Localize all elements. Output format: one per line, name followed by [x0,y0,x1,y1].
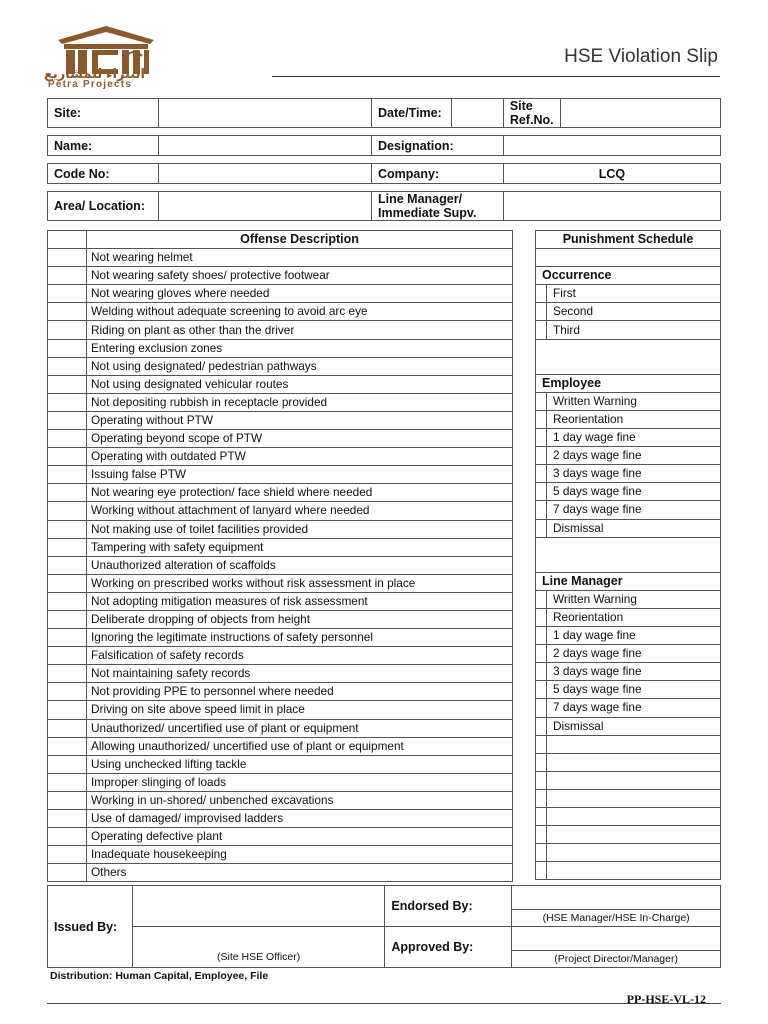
offense-checkbox[interactable] [48,267,87,285]
line-manager-row [536,681,721,699]
offense-item: Not maintaining safety records [87,665,513,683]
employee-row [536,501,721,519]
punishment-spacer [536,555,721,573]
employee-option: Written Warning [547,392,721,410]
blank-checkbox[interactable] [536,808,547,826]
offense-item: Not providing PPE to personnel where needed [87,683,513,701]
site-ref-field[interactable] [560,99,720,128]
endorsed-by-label: Endorsed By: [385,886,512,927]
offense-row [48,828,513,846]
employee-option: Dismissal [547,519,721,537]
offense-row [48,303,513,321]
employee-row [536,429,721,447]
offense-checkbox[interactable] [48,466,87,484]
blank-row [536,826,721,844]
offense-item: Using unchecked lifting tackle [87,755,513,773]
punishment-spacer [536,249,721,267]
offense-row [48,810,513,828]
blank-row [536,862,721,880]
document-title: HSE Violation Slip [564,46,718,67]
employee-option: 3 days wage fine [547,465,721,483]
line-manager-checkbox[interactable] [536,645,547,663]
approved-by-label: Approved By: [385,927,512,968]
offense-item: Falsification of safety records [87,647,513,665]
line-manager-row [536,699,721,717]
offense-item: Not wearing gloves where needed [87,285,513,303]
footer-divider [47,1003,721,1004]
line-manager-option: 7 days wage fine [547,699,721,717]
offense-header: Offense Description [87,231,513,249]
offense-checkbox[interactable] [48,592,87,610]
site-ref-label: Site Ref.No. [503,99,560,128]
offense-item: Operating without PTW [87,411,513,429]
occurrence-section-title: Occurrence [536,267,721,285]
employee-checkbox[interactable] [536,483,547,501]
offense-row [48,484,513,502]
offense-item: Ignoring the legitimate instructions of safety personnel [87,629,513,647]
offense-item: Operating beyond scope of PTW [87,430,513,448]
offense-checkbox[interactable] [48,249,87,267]
offense-checkbox[interactable] [48,430,87,448]
offense-checkbox[interactable] [48,484,87,502]
employee-checkbox[interactable] [536,465,547,483]
offense-row [48,375,513,393]
occurrence-option: Second [547,303,721,321]
blank-checkbox[interactable] [536,789,547,807]
offense-row [48,430,513,448]
offense-item: Welding without adequate screening to avoid arc eye [87,303,513,321]
company-field[interactable]: LCQ [503,164,720,184]
offense-row [48,791,513,809]
offense-checkbox[interactable] [48,285,87,303]
blank-row [536,808,721,826]
datetime-label: Date/Time: [372,99,452,128]
issued-by-caption: (Site HSE Officer) [132,927,384,968]
employee-checkbox[interactable] [536,410,547,428]
offense-checkbox[interactable] [48,647,87,665]
occurrence-checkbox[interactable] [536,321,547,339]
blank-checkbox[interactable] [536,844,547,862]
occurrence-checkbox[interactable] [536,285,547,303]
blank-checkbox[interactable] [536,862,547,880]
offense-checkbox[interactable] [48,701,87,719]
punishment-spacer [536,357,721,375]
offense-checkbox[interactable] [48,864,87,882]
site-field[interactable] [158,99,371,128]
offense-checkbox[interactable] [48,448,87,466]
offense-row [48,448,513,466]
occurrence-row [536,321,721,339]
offense-item: Not wearing eye protection/ face shield where needed [87,484,513,502]
offense-checkbox[interactable] [48,321,87,339]
offense-row [48,846,513,864]
name-field[interactable] [158,136,371,156]
offense-item: Not using designated/ pedestrian pathways [87,357,513,375]
employee-row [536,447,721,465]
employee-row [536,483,721,501]
employee-section-title: Employee [536,374,721,392]
company-label: Company: [372,164,504,184]
blank-cell[interactable] [547,735,721,753]
offense-header-spacer [48,231,87,249]
offense-row [48,502,513,520]
blank-cell[interactable] [547,753,721,771]
blank-row [536,753,721,771]
offense-item: Working on prescribed works without risk assessment in place [87,574,513,592]
blank-row [536,789,721,807]
offense-checkbox[interactable] [48,719,87,737]
line-manager-checkbox[interactable] [536,699,547,717]
offense-row [48,520,513,538]
offense-row [48,665,513,683]
offense-checkbox[interactable] [48,303,87,321]
offense-checkbox[interactable] [48,755,87,773]
line-manager-row [536,627,721,645]
offense-item: Not wearing safety shoes/ protective footwear [87,267,513,285]
line-manager-checkbox[interactable] [536,590,547,608]
offense-row [48,773,513,791]
line-manager-row [536,663,721,681]
offense-item: Allowing unauthorized/ uncertified use of plant or equipment [87,737,513,755]
code-label: Code No: [48,164,159,184]
occurrence-option: First [547,285,721,303]
line-manager-label: Line Manager/ Immediate Supv. [372,192,504,221]
line-manager-row [536,717,721,735]
employee-option: 5 days wage fine [547,483,721,501]
offense-checkbox[interactable] [48,538,87,556]
line-manager-option: 3 days wage fine [547,663,721,681]
employee-row [536,519,721,537]
offense-checkbox[interactable] [48,773,87,791]
offense-item: Tampering with safety equipment [87,538,513,556]
line-manager-option: 1 day wage fine [547,627,721,645]
punishment-header: Punishment Schedule [536,231,721,249]
offense-table [47,230,513,882]
offense-item: Riding on plant as other than the driver [87,321,513,339]
offense-checkbox[interactable] [48,574,87,592]
offense-item: Deliberate dropping of objects from height [87,610,513,628]
blank-checkbox[interactable] [536,771,547,789]
line-manager-row [536,608,721,626]
line-manager-option: 2 days wage fine [547,645,721,663]
offense-checkbox[interactable] [48,375,87,393]
offense-row [48,538,513,556]
offense-checkbox[interactable] [48,339,87,357]
offense-row [48,574,513,592]
offense-checkbox[interactable] [48,828,87,846]
datetime-field[interactable] [452,99,504,128]
offense-item: Not depositing rubbish in receptacle provided [87,393,513,411]
occurrence-row [536,285,721,303]
blank-cell[interactable] [547,771,721,789]
offense-item: Not making use of toilet facilities provided [87,520,513,538]
occurrence-checkbox[interactable] [536,303,547,321]
blank-checkbox[interactable] [536,735,547,753]
offense-row [48,737,513,755]
line-manager-row [536,645,721,663]
offense-row [48,285,513,303]
endorsed-by-caption: (HSE Manager/HSE In-Charge) [512,910,721,927]
offense-item: Improper slinging of loads [87,773,513,791]
offense-row [48,339,513,357]
offense-row [48,864,513,882]
punishment-table [535,230,721,880]
offense-item: Entering exclusion zones [87,339,513,357]
employee-option: 2 days wage fine [547,447,721,465]
offense-checkbox[interactable] [48,846,87,864]
offense-item: Not wearing helmet [87,249,513,267]
offense-row [48,411,513,429]
offense-item: Operating defective plant [87,828,513,846]
offense-checkbox[interactable] [48,810,87,828]
employee-row [536,392,721,410]
blank-cell[interactable] [547,808,721,826]
issued-by-label: Issued By: [48,886,133,968]
offense-row [48,393,513,411]
blank-checkbox[interactable] [536,826,547,844]
offense-row [48,629,513,647]
blank-checkbox[interactable] [536,753,547,771]
employee-option: Reorientation [547,410,721,428]
line-manager-option: 5 days wage fine [547,681,721,699]
offense-checkbox[interactable] [48,502,87,520]
offense-row [48,249,513,267]
offense-row [48,719,513,737]
employee-row [536,410,721,428]
line-manager-checkbox[interactable] [536,717,547,735]
line-manager-option: Reorientation [547,608,721,626]
offense-item: Working without attachment of lanyard where needed [87,502,513,520]
blank-row [536,771,721,789]
offense-row [48,466,513,484]
offense-checkbox[interactable] [48,357,87,375]
distribution-note: Distribution: Human Capital, Employee, File [50,970,269,982]
occurrence-row [536,303,721,321]
signature-table [47,885,721,968]
employee-checkbox[interactable] [536,447,547,465]
employee-checkbox[interactable] [536,392,547,410]
employee-option: 1 day wage fine [547,429,721,447]
site-label: Site: [48,99,159,128]
title-divider [272,76,720,77]
employee-checkbox[interactable] [536,501,547,519]
offense-row [48,267,513,285]
line-manager-checkbox[interactable] [536,608,547,626]
approved-by-caption: (Project Director/Manager) [512,951,721,968]
offense-item: Operating with outdated PTW [87,448,513,466]
line-manager-option: Dismissal [547,717,721,735]
offense-row [48,592,513,610]
blank-cell[interactable] [547,844,721,862]
name-label: Name: [48,136,159,156]
line-manager-checkbox[interactable] [536,663,547,681]
offense-row [48,683,513,701]
code-field[interactable] [158,164,371,184]
area-label: Area/ Location: [48,192,159,221]
offense-item: Unauthorized/ uncertified use of plant or equipment [87,719,513,737]
line-manager-checkbox[interactable] [536,627,547,645]
offense-checkbox[interactable] [48,393,87,411]
offense-row [48,755,513,773]
line-manager-section-title: Line Manager [536,572,721,590]
line-manager-checkbox[interactable] [536,681,547,699]
blank-row [536,844,721,862]
employee-checkbox[interactable] [536,519,547,537]
blank-cell[interactable] [547,789,721,807]
area-field[interactable] [158,192,371,221]
offense-row [48,321,513,339]
employee-checkbox[interactable] [536,429,547,447]
approved-by-field[interactable] [512,927,721,951]
offense-item: Others [87,864,513,882]
punishment-spacer [536,537,721,555]
occurrence-option: Third [547,321,721,339]
blank-row [536,735,721,753]
document-code: PP-HSE-VL-12 [626,992,706,1006]
employee-row [536,465,721,483]
line-manager-field[interactable] [503,192,720,221]
offense-row [48,610,513,628]
offense-row [48,357,513,375]
offense-item: Driving on site above speed limit in place [87,701,513,719]
designation-field[interactable] [503,136,720,156]
offense-row [48,647,513,665]
endorsed-by-field[interactable] [512,886,721,910]
offense-checkbox[interactable] [48,411,87,429]
offense-checkbox[interactable] [48,791,87,809]
blank-cell[interactable] [547,826,721,844]
offense-checkbox[interactable] [48,665,87,683]
offense-item: Not adopting mitigation measures of risk assessment [87,592,513,610]
offense-item: Use of damaged/ improvised ladders [87,810,513,828]
employee-option: 7 days wage fine [547,501,721,519]
blank-cell[interactable] [547,862,721,880]
offense-row [48,701,513,719]
logo-english-text: Petra Projects [48,79,133,90]
offense-checkbox[interactable] [48,556,87,574]
offense-item: Inadequate housekeeping [87,846,513,864]
offense-checkbox[interactable] [48,520,87,538]
offense-checkbox[interactable] [48,610,87,628]
offense-item: Issuing false PTW [87,466,513,484]
offense-item: Not using designated vehicular routes [87,375,513,393]
punishment-spacer [536,339,721,357]
header-table [47,98,721,221]
logo-arabic-text: البتراء للمشاريع [44,66,146,81]
offense-checkbox[interactable] [48,683,87,701]
offense-checkbox[interactable] [48,737,87,755]
offense-checkbox[interactable] [48,629,87,647]
offense-item: Working in un-shored/ unbenched excavations [87,791,513,809]
designation-label: Designation: [372,136,504,156]
line-manager-option: Written Warning [547,590,721,608]
issued-by-field[interactable] [132,886,384,927]
offense-item: Unauthorized alteration of scaffolds [87,556,513,574]
line-manager-row [536,590,721,608]
offense-row [48,556,513,574]
